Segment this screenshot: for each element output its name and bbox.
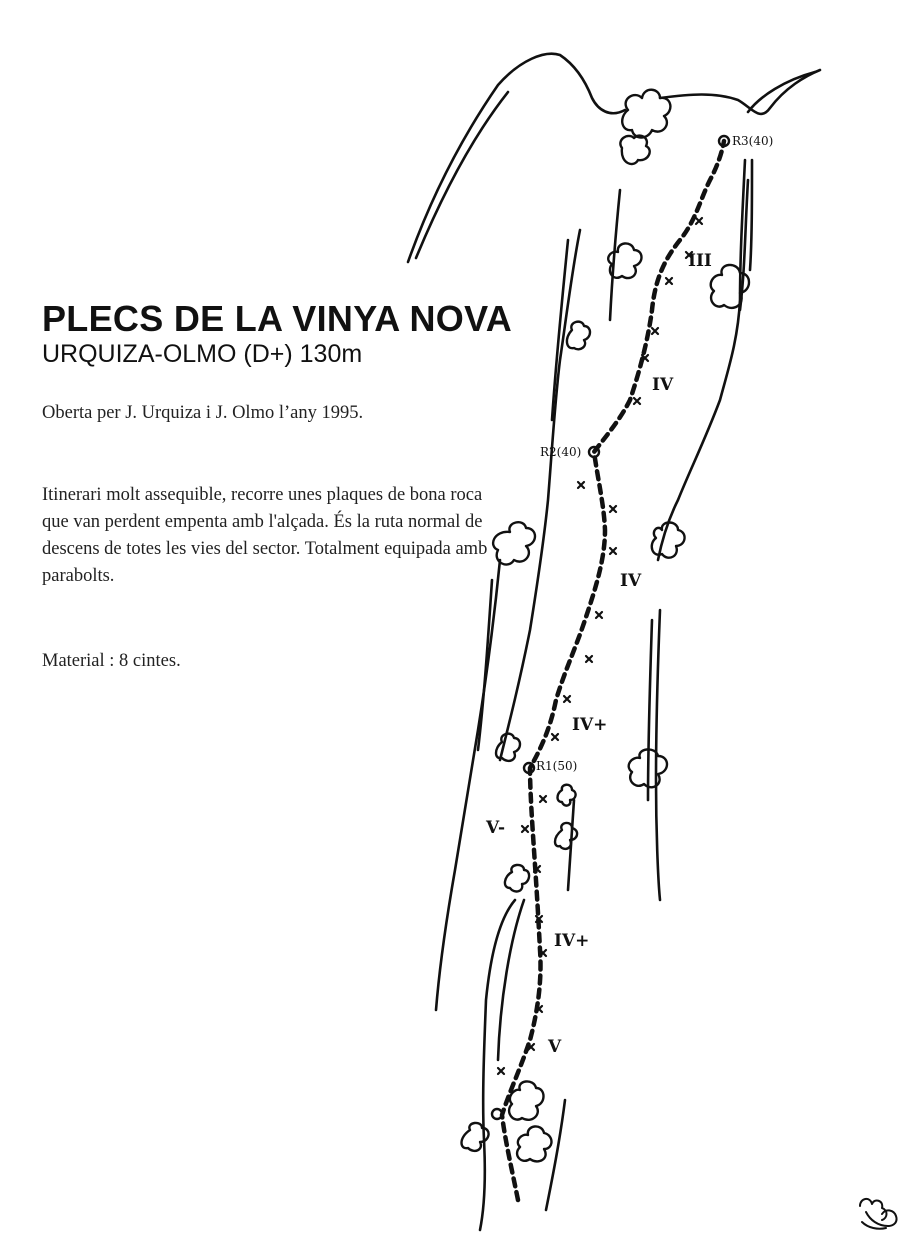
bolt-icon [610,548,616,554]
bolt-icon [634,398,640,404]
author-logo-icon [860,1199,897,1229]
belay-label-r2: R2(40) [540,445,582,459]
bush-icon [620,136,649,164]
route-subtitle: URQUIZA-OLMO (D+) 130m [42,340,363,368]
route-description: Itinerari molt assequible, recorre unes plaques de bona roca que van perdent empenta amb l'alçada. És la ruta normal de descens de totes les vies del sector. Totalment equipada amb parabolts. [42,485,488,586]
route-opened-by: Oberta per J. Urquiza i J. Olmo l’any 1995. [42,403,364,423]
rock-outlines [408,54,820,1230]
bolt-icon [652,328,658,334]
bolts [498,218,702,1074]
bolt-icon [578,482,584,488]
belays [492,136,729,1119]
right-face-inner [750,160,752,270]
grade-label: III [688,251,712,271]
bush-icon [517,1126,551,1161]
bush-icon [622,90,670,138]
bush-icon [652,523,685,558]
left-face-outline [408,54,625,262]
bolt-icon [666,278,672,284]
bolt-icon [498,1068,504,1074]
right-crack-2 [648,620,652,800]
grade-label: IV [652,375,674,395]
route-title: PLECS DE LA VINYA NOVA [42,298,513,339]
belay-label-r3: R3(40) [732,134,774,148]
belay-label-r1: R1(50) [536,759,578,773]
grade-label: V [548,1037,562,1057]
grade-label: IV+ [554,931,590,951]
left-face-inner [416,92,508,258]
bolt-icon [552,734,558,740]
bolt-icon [696,218,702,224]
bolt-icon [564,696,570,702]
bush-icon [505,865,529,892]
left-face-lower-2 [478,580,492,750]
lower-right-edge [546,1100,565,1210]
grade-label: IV [620,571,642,591]
right-ridge-outline [660,70,820,114]
bolt-icon [596,612,602,618]
bolt-icon [610,506,616,512]
bush-icon [555,823,577,849]
route-line [502,141,724,1200]
grade-label: V- [486,818,506,838]
route-material: Material : 8 cintes. [42,651,181,671]
bolt-icon [540,796,546,802]
bolt-icon [522,826,528,832]
left-face-lower [436,560,500,1010]
bolt-icon [586,656,592,662]
upper-crack [610,190,620,320]
grades [485,251,712,1057]
grade-label: IV+ [572,715,608,735]
bush-icon [567,322,590,350]
